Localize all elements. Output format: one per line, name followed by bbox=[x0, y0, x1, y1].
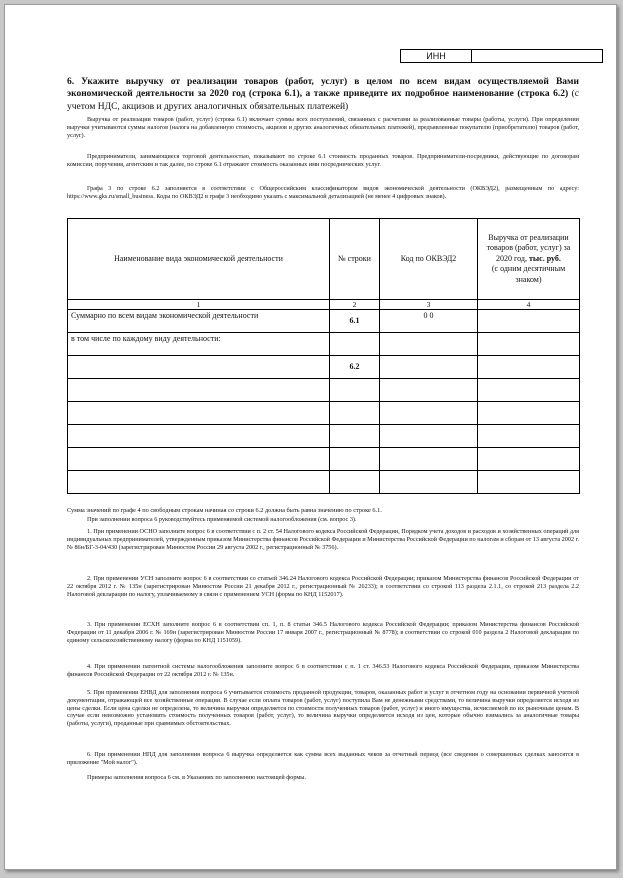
okved-code-cell[interactable] bbox=[380, 402, 478, 425]
okved-code-cell[interactable] bbox=[380, 333, 478, 356]
line-number-cell bbox=[330, 425, 380, 448]
intro-paragraph-2: Предприниматели, занимающиеся торговой деятельностью, показывают по строке 6.1 стоимость проданных товаров. Предприниматели-посредники, действующие по договорам комиссии, поручения, агентским и так далее, по строке 6.1 отражают стоимость оказанных ими посреднических услуг. bbox=[67, 153, 579, 168]
col-header-okved: Код по ОКВЭД2 bbox=[380, 219, 478, 300]
intro-paragraph-3: Графа 3 по строке 6.2 заполняется в соответствии с Общероссийским классификатором видов экономической деятельности (ОКВЭД2), размещенным по адресу: https://www.gks.ru/small_business. Коды по ОКВЭД2 в графе 3 необходимо указать с максимальной детализацией (не менее 4 цифровых знаков). bbox=[67, 185, 579, 200]
revenue-value-cell[interactable] bbox=[478, 356, 580, 379]
table-row bbox=[68, 402, 580, 425]
table-row bbox=[68, 356, 580, 379]
sum-check-note: Сумма значений по графе 4 по свободным строкам начиная со строки 6.2 должна быть равна значению по строке 6.1. bbox=[67, 507, 382, 514]
revenue-value-cell[interactable] bbox=[478, 310, 580, 333]
note-envd: 5. При применении ЕНВД для заполнения вопроса 6 учитывается стоимость проданной продукции, товаров, оказанных работ и услуг в отчетном году на основании первичной учетной документации, отражающей все хозяйственные операции. В случае если оплата товаров (работ, услуг) поступила Вам не денежными средствами, то величина выручки определяется исходя из цены сделки. Если цена сделки не определена, то величина выручки определяется по стоимости полученных товаров (работ, услуг) и иного имущества, исчисляемой по их рыночным ценам. В случае если невозможно установить стоимость полученных товаров (работ, услуг), то величина выручки определяется исходя из цен, которые обычно взимались за аналогичные товары (работы, услуги), проданные при сравнимых обстоятельствах. bbox=[67, 689, 579, 728]
line-number-cell bbox=[330, 379, 380, 402]
activity-name-cell[interactable] bbox=[68, 425, 330, 448]
section-title-text: 6. Укажите выручку от реализации товаров (работ, услуг) в целом по всем видам осуществляемой Вами экономической деятельности за 2020 год (строка 6.1), а также приведите их подробное наименование (строка 6.2) bbox=[67, 77, 579, 100]
inn-box bbox=[400, 49, 603, 63]
note-eshn: 3. При применении ЕСХН заполните вопрос 6 в соответствии сп. 1, п. 8 статьи 346.5 Налогового кодекса Российской Федерации; приказом Министерства финансов Российской Федерации от 11 декабря 2006 г. № 169н (зарегистрирован Минюстом России 17 января 2007 г., регистрационный № 8778); в соответствии со строкой 010 раздела 2 Налоговой декларации по единому сельскохозяйственному налогу (форма по КНД 1151059). bbox=[67, 621, 579, 644]
revenue-value-cell[interactable] bbox=[478, 379, 580, 402]
col-number: 2 bbox=[330, 300, 380, 310]
note-npd: 6. При применении НПД для заполнения вопроса 6 выручка определяется как сумма всех выданных чеков за отчетный период (все сведения о совершенных сделках заносятся в приложение "Мой налог"). bbox=[67, 751, 579, 766]
table-row bbox=[68, 333, 580, 356]
activity-name-cell[interactable] bbox=[68, 379, 330, 402]
activity-name-cell: Суммарно по всем видам экономической деятельности bbox=[68, 310, 330, 333]
line-number-cell bbox=[330, 333, 380, 356]
okved-code-cell[interactable]: 0 0 bbox=[380, 310, 478, 333]
table-header-row bbox=[68, 219, 580, 300]
okved-code-cell[interactable] bbox=[380, 448, 478, 471]
inn-label: ИНН bbox=[401, 50, 472, 62]
okved-code-cell[interactable] bbox=[380, 471, 478, 494]
line-number-cell bbox=[330, 402, 380, 425]
note-examples: Примеры заполнения вопроса 6 см. в Указаниях по заполнению настоящей формы. bbox=[87, 774, 306, 781]
table-row bbox=[68, 310, 580, 333]
revenue-value-cell[interactable] bbox=[478, 425, 580, 448]
activity-name-cell: в том числе по каждому виду деятельности: bbox=[68, 333, 330, 356]
col-number: 1 bbox=[68, 300, 330, 310]
col-number: 4 bbox=[478, 300, 580, 310]
inn-input[interactable] bbox=[472, 50, 602, 62]
activity-name-cell[interactable] bbox=[68, 448, 330, 471]
activity-name-cell[interactable] bbox=[68, 356, 330, 379]
activity-name-cell[interactable] bbox=[68, 402, 330, 425]
table-row bbox=[68, 471, 580, 494]
revenue-table bbox=[67, 218, 580, 494]
note-patent: 4. При применении патентной системы налогообложения заполните вопрос 6 в соответствии с п. 1 ст. 346.53 Налогового кодекса Российской Федерации, приказом Министерства финансов Российской Федерации от 22 октября 2012 г. № 135н. bbox=[67, 663, 579, 678]
revenue-value-cell[interactable] bbox=[478, 402, 580, 425]
note-general: При заполнении вопроса 6 руководствуйтесь применяемой системой налогообложения (см. вопрос 3). bbox=[87, 516, 357, 523]
col-header-revenue-note: (с одним десятичным знаком) bbox=[491, 264, 566, 284]
line-number-cell: 6.2 bbox=[330, 356, 380, 379]
section-title-tail: (с учетом НДС, акцизов и других аналогичных обязательных платежей) bbox=[67, 89, 580, 112]
revenue-value-cell[interactable] bbox=[478, 471, 580, 494]
line-number-cell bbox=[330, 471, 380, 494]
column-number-row bbox=[68, 300, 580, 310]
col-header-revenue bbox=[478, 219, 580, 300]
col-number: 3 bbox=[380, 300, 478, 310]
table-row bbox=[68, 379, 580, 402]
note-osno: 1. При применении ОСНО заполните вопрос 6 в соответствии с п. 2 ст. 54 Налогового кодекса Российской Федерации, Порядком учета доходов и расходов и хозяйственных операций для индивидуальных предпринимателей, утвержденным приказом Министерства финансов Российской Федерации и Министерства Российской Федерации по налогам и сборам от 13 августа 2002 г. № 86н/БГ-3-04/430 (зарегистрирован Минюстом России 29 августа 2002 г., регистрационный № 3756). bbox=[67, 528, 579, 551]
table-row bbox=[68, 448, 580, 471]
okved-code-cell[interactable] bbox=[380, 425, 478, 448]
col-header-activity: Наименование вида экономической деятельности bbox=[68, 219, 330, 300]
form-page bbox=[4, 4, 617, 870]
activity-name-cell[interactable] bbox=[68, 471, 330, 494]
okved-code-cell[interactable] bbox=[380, 379, 478, 402]
revenue-value-cell[interactable] bbox=[478, 448, 580, 471]
revenue-value-cell[interactable] bbox=[478, 333, 580, 356]
col-header-line: № строки bbox=[330, 219, 380, 300]
section-title bbox=[67, 76, 579, 113]
line-number-cell: 6.1 bbox=[330, 310, 380, 333]
line-number-cell bbox=[330, 448, 380, 471]
table-row bbox=[68, 425, 580, 448]
col-header-revenue-unit: тыс. руб. bbox=[528, 253, 561, 263]
note-usn: 2. При применении УСН заполните вопрос 6 в соответствии со статьей 346.24 Налогового кодекса Российской Федерации; приказом Министерства финансов Российской Федерации от 22 октября 2012 г. № 135н (зарегистрирован Минюстом России 21 декабря 2012 г., регистрационный № 26233); в соответствии со строкой 113 раздела 2.1.1, со строкой 213 раздела 2.2 Налоговой декларации по налогу, уплачиваемому в связи с применением УСН (форма по КНД 1152017). bbox=[67, 575, 579, 598]
col-header-revenue-text: Выручка от реализации товаров (работ, услуг) за 2020 год, bbox=[486, 232, 571, 263]
okved-code-cell[interactable] bbox=[380, 356, 478, 379]
intro-paragraph-1: Выручка от реализации товаров (работ, услуг) (строка 6.1) включает суммы всех поступлений, связанных с расчетами за реализованные товары (работы, услуги). При определении выручки учитываются суммы налогов (налога на добавленную стоимость, акцизов и других аналогичных обязательных платежей), предъявленные покупателю (приобретателю) товаров (работ, услуг). bbox=[67, 116, 579, 139]
